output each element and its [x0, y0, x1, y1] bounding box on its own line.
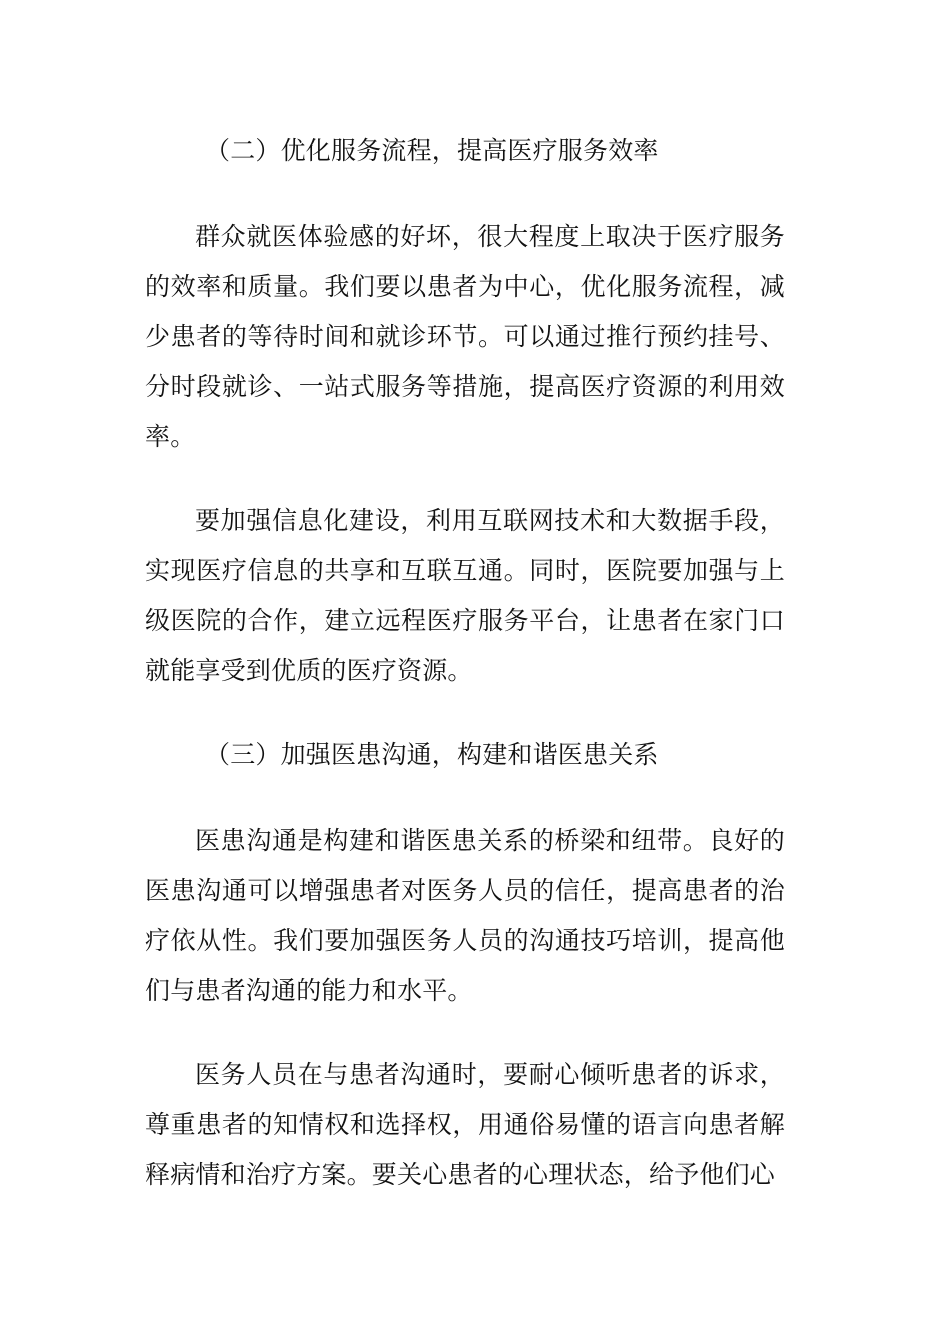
paragraph-2: 要加强信息化建设，利用互联网技术和大数据手段，实现医疗信息的共享和互联互通。同时，医院要加强与上级医院的合作，建立远程医疗服务平台，让患者在家门口就能享受到优质的医疗资源。 [145, 506, 785, 685]
paragraph-1: 群众就医体验感的好坏，很大程度上取决于医疗服务的效率和质量。我们要以患者为中心，优化服务流程，减少患者的等待时间和就诊环节。可以通过推行预约挂号、分时段就诊、一站式服务等措施，提高医疗资源的利用效率。 [145, 222, 785, 451]
paragraph-3: 医患沟通是构建和谐医患关系的桥梁和纽带。良好的医患沟通可以增强患者对医务人员的信任，提高患者的治疗依从性。我们要加强医务人员的沟通技巧培训，提高他们与患者沟通的能力和水平。 [145, 826, 785, 1005]
section-heading-3: （三）加强医患沟通，构建和谐医患关系 [205, 740, 659, 769]
section-heading-2: （二）优化服务流程，提高医疗服务效率 [205, 136, 659, 165]
paragraph-4: 医务人员在与患者沟通时，要耐心倾听患者的诉求，尊重患者的知情权和选择权，用通俗易懂的语言向患者解释病情和治疗方案。要关心患者的心理状态，给予他们心 [145, 1060, 785, 1189]
